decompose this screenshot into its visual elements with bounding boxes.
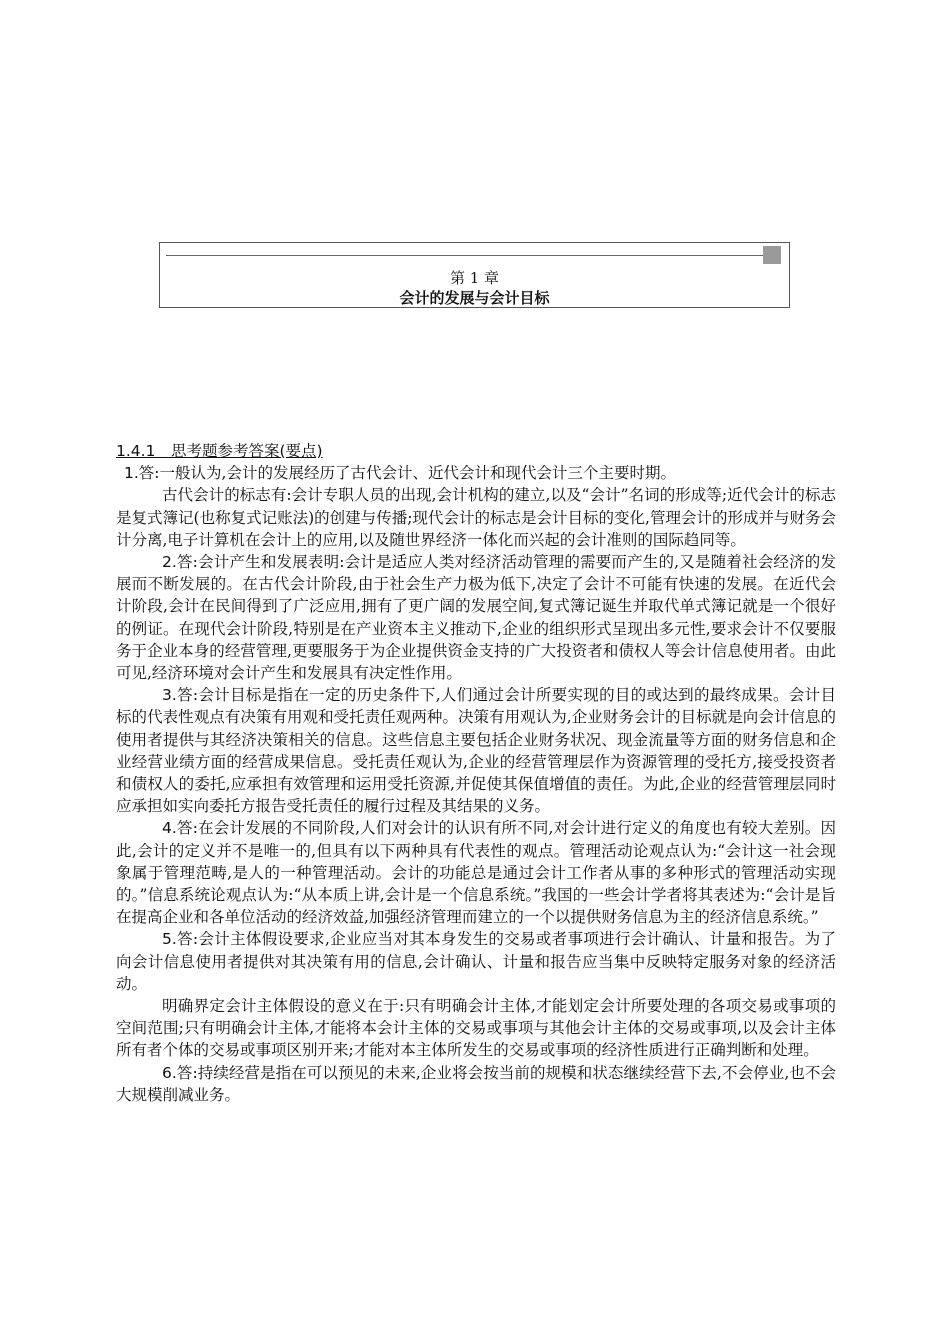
answer-number: 5. bbox=[162, 930, 177, 949]
chapter-title: 会计的发展与会计目标 bbox=[399, 289, 550, 307]
answer-number: 4. bbox=[162, 819, 177, 838]
answer-number: 1. bbox=[124, 464, 139, 483]
chapter-header-square bbox=[763, 246, 781, 264]
answer-text: 答:会计主体假设要求,企业应当对其本身发生的交易或者事项进行会计确认、计量和报告。为了向会计信息使用者提供对其决策有用的信息,会计确认、计量和报告应当集中反映特定服务对象的经济活动。 bbox=[116, 930, 836, 993]
section-heading: 1.4.1 思考题参考答案(要点) bbox=[116, 442, 323, 460]
chapter-header-box bbox=[159, 242, 790, 308]
answer-5 bbox=[116, 928, 836, 995]
answer-text: 答:一般认为,会计的发展经历了古代会计、近代会计和现代会计三个主要时期。 bbox=[138, 464, 676, 483]
answer-4 bbox=[116, 817, 836, 928]
chapter-number: 第 1 章 bbox=[449, 269, 500, 287]
answer-text: 答:会计目标是指在一定的历史条件下,人们通过会计所要实现的目的或达到的最终成果。会计目标的代表性观点有决策有用观和受托责任观两种。决策有用观认为,企业财务会计的目标就是向会计信息的使用者提供与其经济决策相关的信息。这些信息主要包括企业财务状况、现金流量等方面的财务信息和企业经营业绩方面的经营成果信息。受托责任观认为,企业的经营管理层作为资源管理的受托方,接受投资者和债权人的委托,应承担有效管理和运用受托资源,并促使其保值增值的责任。为此,企业的经营管理层同时应承担如实向委托方报告受托责任的履行过程及其结果的义务。 bbox=[116, 686, 836, 816]
answer-text: 答:持续经营是指在可以预见的未来,企业将会按当前的规模和状态继续经营下去,不会停业,也不会大规模削减业务。 bbox=[116, 1063, 836, 1104]
answer-6 bbox=[116, 1062, 836, 1106]
answer-text: 答:在会计发展的不同阶段,人们对会计的认识有所不同,对会计进行定义的角度也有较大差别。因此,会计的定义并不是唯一的,但具有以下两种具有代表性的观点。管理活动论观点认为:“会计这一社会现象属于管理范畴,是人的一种管理活动。会计的功能总是通过会计工作者从事的多种形式的管理活动实现的。”信息系统论观点认为:“从本质上讲,会计是一个信息系统。”我国的一些会计学者将其表述为:“会计是旨在提高企业和各单位活动的经济效益,加强经济管理而建立的一个以提供财务信息为主的经济信息系统。” bbox=[116, 819, 836, 927]
answer-text: 明确界定会计主体假设的意义在于:只有明确会计主体,才能划定会计所要处理的各项交易或事项的空间范围;只有明确会计主体,才能将本会计主体的交易或事项与其他会计主体的交易或事项,以及会计主体所有者个体的交易或事项区别开来;才能对本主体所发生的交易或事项的经济性质进行正确判断和处理。 bbox=[116, 997, 836, 1060]
answer-1-continued bbox=[116, 484, 836, 551]
answers-content bbox=[116, 440, 836, 1106]
answer-text: 古代会计的标志有:会计专职人员的出现,会计机构的建立,以及“会计”名词的形成等;近代会计的标志是复式簿记(也称复式记账法)的创建与传播;现代会计的标志是会计目标的变化,管理会计的形成并与财务会计分离,电子计算机在会计上的应用,以及随世界经济一体化而兴起的会计准则的国际趋同等。 bbox=[116, 486, 836, 549]
answer-number: 2. bbox=[162, 553, 177, 572]
answer-3 bbox=[116, 684, 836, 817]
answer-number: 3. bbox=[162, 686, 177, 705]
answer-text: 答:会计产生和发展表明:会计是适应人类对经济活动管理的需要而产生的,又是随着社会经济的发展而不断发展的。在古代会计阶段,由于社会生产力极为低下,决定了会计不可能有快速的发展。在近代会计阶段,会计在民间得到了广泛应用,拥有了更广阔的发展空间,复式簿记诞生并取代单式簿记就是一个很好的例证。在现代会计阶段,特别是在产业资本主义推动下,企业的组织形式呈现出多元性,要求会计不仅要服务于企业本身的经营管理,更要服务于为企业提供资金支持的广大投资者和债权人等会计信息使用者。由此可见,经济环境对会计产生和发展具有决定性作用。 bbox=[116, 553, 836, 683]
answer-5-continued bbox=[116, 995, 836, 1062]
answer-1 bbox=[116, 462, 836, 484]
chapter-header-rule bbox=[166, 255, 763, 256]
answer-2 bbox=[116, 551, 836, 684]
answer-number: 6. bbox=[162, 1063, 177, 1082]
